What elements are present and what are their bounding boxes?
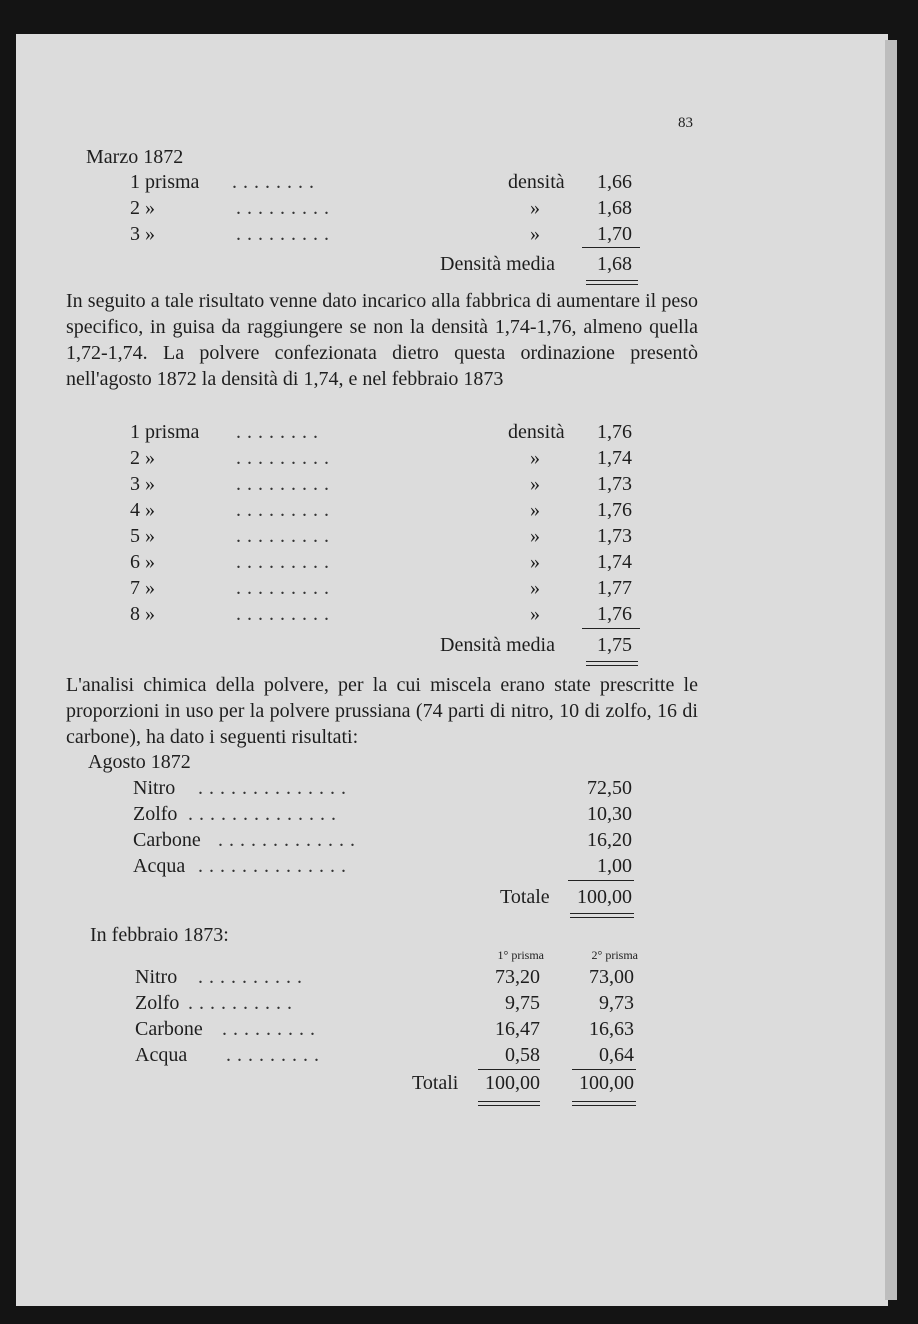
row-value: 72,50 xyxy=(587,777,632,799)
row-label: Zolfo xyxy=(133,803,178,825)
density-value: 1,76 xyxy=(597,603,632,625)
density-value: 1,74 xyxy=(597,447,632,469)
media-value: 1,68 xyxy=(597,253,632,275)
density-value: 1,74 xyxy=(597,551,632,573)
dot-leader: ......... xyxy=(236,197,335,219)
column-header: 1° prisma xyxy=(497,948,544,962)
density-label: » xyxy=(530,447,540,469)
sum-rule xyxy=(568,880,634,881)
page-edge xyxy=(885,40,897,1300)
row-value: 0,64 xyxy=(599,1044,634,1066)
row-label: Nitro xyxy=(135,966,178,988)
row-value: 9,75 xyxy=(505,992,540,1014)
density-value: 1,73 xyxy=(597,525,632,547)
total-label: Totali xyxy=(412,1072,459,1094)
media-label: Densità media xyxy=(440,634,555,656)
total-value: 100,00 xyxy=(485,1072,540,1094)
row-value: 16,47 xyxy=(495,1018,540,1040)
double-rule xyxy=(586,661,638,662)
double-rule xyxy=(586,665,638,666)
double-rule xyxy=(570,917,634,918)
density-value: 1,70 xyxy=(597,223,632,245)
density-label: » xyxy=(530,499,540,521)
density-value: 1,68 xyxy=(597,197,632,219)
double-rule xyxy=(478,1105,540,1106)
density-label: » xyxy=(530,603,540,625)
row-label: 7 » xyxy=(130,577,155,599)
density-value: 1,66 xyxy=(597,171,632,193)
dot-leader: ......... xyxy=(236,223,335,245)
density-value: 1,73 xyxy=(597,473,632,495)
density-label: densità xyxy=(508,171,565,193)
row-label: Carbone xyxy=(133,829,201,851)
dot-leader: ......... xyxy=(236,603,335,625)
row-label: Carbone xyxy=(135,1018,203,1040)
row-label: 1 prisma xyxy=(130,171,200,193)
dot-leader: ........ xyxy=(236,421,324,443)
row-value: 10,30 xyxy=(587,803,632,825)
double-rule xyxy=(570,913,634,914)
double-rule xyxy=(572,1101,636,1102)
density-label: » xyxy=(530,223,540,245)
page-number: 83 xyxy=(678,115,693,131)
total-value: 100,00 xyxy=(579,1072,634,1094)
dot-leader: ......... xyxy=(236,551,335,573)
row-label: 2 » xyxy=(130,197,155,219)
row-value: 16,63 xyxy=(589,1018,634,1040)
dot-leader: ......... xyxy=(236,577,335,599)
density-label: » xyxy=(530,525,540,547)
dot-leader: ......... xyxy=(236,499,335,521)
total-label: Totale xyxy=(500,886,550,908)
density-label: » xyxy=(530,551,540,573)
dot-leader: ......... xyxy=(236,447,335,469)
dot-leader: .............. xyxy=(198,855,352,877)
sum-rule xyxy=(572,1069,636,1070)
density-value: 1,76 xyxy=(597,499,632,521)
media-label: Densità media xyxy=(440,253,555,275)
row-label: 8 » xyxy=(130,603,155,625)
media-value: 1,75 xyxy=(597,634,632,656)
dot-leader: ........ xyxy=(232,171,320,193)
dot-leader: .......... xyxy=(188,992,298,1014)
row-label: 5 » xyxy=(130,525,155,547)
column-header: 2° prisma xyxy=(591,948,638,962)
row-value: 0,58 xyxy=(505,1044,540,1066)
density-label: » xyxy=(530,197,540,219)
dot-leader: .............. xyxy=(188,803,342,825)
dot-leader: ......... xyxy=(236,473,335,495)
dot-leader: ......... xyxy=(236,525,335,547)
double-rule xyxy=(586,284,638,285)
paragraph: L'analisi chimica della polvere, per la cui miscela erano state prescritte le proporzioni in uso per la polvere prussiana (74 parti di nitro, 10 di zolfo, 16 di carbone), ha dato i seguenti risultati: xyxy=(66,674,698,748)
sum-rule xyxy=(478,1069,540,1070)
density-label: densità xyxy=(508,421,565,443)
dot-leader: .......... xyxy=(198,966,308,988)
marzo-title: Marzo 1872 xyxy=(86,146,184,168)
dot-leader: ......... xyxy=(222,1018,321,1040)
row-value: 73,20 xyxy=(495,966,540,988)
febbraio-analysis-title: In febbraio 1873: xyxy=(90,924,229,946)
row-label: 1 prisma xyxy=(130,421,200,443)
sum-rule xyxy=(582,628,640,629)
row-value: 16,20 xyxy=(587,829,632,851)
row-label: Zolfo xyxy=(135,992,180,1014)
row-label: 6 » xyxy=(130,551,155,573)
double-rule xyxy=(586,280,638,281)
paragraph: In seguito a tale risultato venne dato incarico alla fabbrica di aumentare il peso specifico, in guisa da raggiungere se non la densità 1,74-1,76, almeno quella 1,72-1,74. La polvere confezionata dietro questa ordinazione presentò nell'agosto 1872 la densità di 1,74, e nel febbraio 1873 xyxy=(66,290,698,390)
agosto-title: Agosto 1872 xyxy=(88,751,191,773)
dot-leader: ......... xyxy=(226,1044,325,1066)
row-label: 2 » xyxy=(130,447,155,469)
dot-leader: .............. xyxy=(198,777,352,799)
double-rule xyxy=(478,1101,540,1102)
row-label: Nitro xyxy=(133,777,176,799)
density-value: 1,76 xyxy=(597,421,632,443)
density-label: » xyxy=(530,577,540,599)
total-value: 100,00 xyxy=(577,886,632,908)
row-value: 1,00 xyxy=(597,855,632,877)
row-label: 3 » xyxy=(130,223,155,245)
sum-rule xyxy=(582,247,640,248)
dot-leader: ............. xyxy=(218,829,361,851)
row-label: 4 » xyxy=(130,499,155,521)
row-label: 3 » xyxy=(130,473,155,495)
row-label: Acqua xyxy=(133,855,186,877)
density-value: 1,77 xyxy=(597,577,632,599)
row-label: Acqua xyxy=(135,1044,188,1066)
row-value: 73,00 xyxy=(589,966,634,988)
double-rule xyxy=(572,1105,636,1106)
density-label: » xyxy=(530,473,540,495)
row-value: 9,73 xyxy=(599,992,634,1014)
